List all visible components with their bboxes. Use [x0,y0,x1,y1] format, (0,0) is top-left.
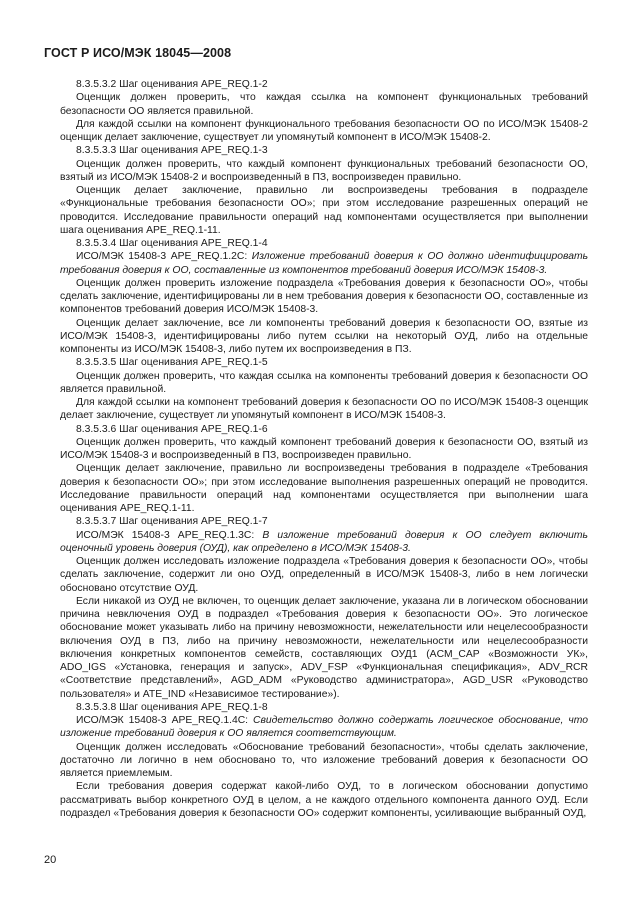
paragraph: Оценщик должен исследовать «Обоснование требований безопасности», чтобы сделать заключение, достаточно ли логично в нем обосновано то, что изложение требований доверия к безопасности ОО является приемлемым. [60,741,588,779]
paragraph: 8.3.5.3.8 Шаг оценивания APE_REQ.1-8 [76,701,268,713]
paragraph [60,529,588,556]
paragraph: Оценщик должен проверить, что каждая ссылка на компонент функциональных требований безопасности ОО является правильной. [60,92,588,117]
paragraph: Если никакой из ОУД не включен, то оценщик делает заключение, указана ли в логическом обосновании причина невключения ОУД в подраздел «Требования доверия к безопасности ОО». Это логическое обоснование может указывать либо на причину невозможности, нежелательности или нецелесообразности включения ОУД в ПЗ, либо на причину невозможности, нежелательности или нецелесообразности включения конкретных компонентов семейств, составляющих ОУД1 (ACM_CAP «Возможности УК», ADO_IGS «Установка, генерация и запуск», ADV_FSP «Функциональная спецификация», ADV_RCR «Соответствие представлений», AGD_ADM «Руководство администратора», AGD_USR «Руководство пользователя» и ATE_IND «Независимое тестирование»). [60,595,588,700]
paragraph: Оценщик должен проверить, что каждая ссылка на компоненты требований доверия к безопасности ОО является правильной. [60,370,588,395]
paragraph: 8.3.5.3.3 Шаг оценивания APE_REQ.1-3 [76,145,268,157]
paragraph [60,714,588,741]
requirement-quote: Свидетельство должно содержать логическое обоснование, что изложение требований доверия к ОО является соответствующим. [60,715,589,740]
paragraph: Оценщик должен проверить, что каждый компонент функциональных требований безопасности ОО, взятый из ИСО/МЭК 15408-2 и воспроизведенный в ПЗ, воспроизведен правильно. [60,158,588,183]
document-body [60,78,588,820]
paragraph: 8.3.5.3.7 Шаг оценивания APE_REQ.1-7 [76,516,268,528]
paragraph: 8.3.5.3.5 Шаг оценивания APE_REQ.1-5 [76,357,268,369]
paragraph: Для каждой ссылки на компонент функционального требования безопасности ОО по ИСО/МЭК 15408-2 оценщик делает заключение, существует ли упомянутый компонент в ИСО/МЭК 15408-2. [60,118,588,143]
paragraph: Для каждой ссылки на компонент требований доверия к безопасности ОО по ИСО/МЭК 15408-3 оценщик делает заключение, существует ли упомянутый компонент в ИСО/МЭК 15408-3. [60,397,588,422]
requirement-quote: Изложение требований доверия к ОО должно идентифицировать требования доверия к ОО, составленные из компонентов требований доверия ИСО/МЭК 15408-3. [60,251,589,276]
standard-reference: ИСО/МЭК 15408-3 APE_REQ.1.4C: [76,715,254,726]
paragraph: Оценщик делает заключение, правильно ли воспроизведены требования в подразделе «Функциональные требования безопасности ОО»; при этом исследование разрешенных операций не проводится. Исследование правильности операций над компонентами осуществляется при выполнении шага оценивания APE_REQ.1-11. [60,185,588,236]
page-header-title: ГОСТ Р ИСО/МЭК 18045—2008 [44,46,232,60]
standard-reference: ИСО/МЭК 15408-3 APE_REQ.1.2C: [76,251,252,263]
paragraph: Оценщик должен проверить, что каждый компонент требований доверия к безопасности ОО, взятый из ИСО/МЭК 15408-3 и воспроизведенный в ПЗ, воспроизведен правильно. [60,436,588,461]
paragraph: Оценщик должен проверить изложение подраздела «Требования доверия к безопасности ОО», чтобы сделать заключение, идентифицированы ли в нем требования доверия к безопасности ОО, составленные из компонентов требований доверия ИСО/МЭК 15408-3. [60,277,588,316]
page-number: 20 [44,854,57,866]
paragraph: Оценщик делает заключение, правильно ли воспроизведены требования в подразделе «Требования доверия к безопасности ОО»; при этом исследование выполнения разрешенных операций не проводится. Исследование правильности операций над компонентами осуществляется при выполнении шага оценивания APE_REQ.1-11. [60,463,588,514]
paragraph: Если требования доверия содержат какой-либо ОУД, то в логическом обосновании допустимо рассматривать выбор конкретного ОУД в целом, а не каждого отдельного компонента данного ОУД. Если подраздел «Требования доверия к безопасности ОО» содержит компоненты, усиливающие выбранный ОУД, [60,781,588,819]
requirement-quote: В изложение требований доверия к ОО следует включить оценочный уровень доверия (ОУД), как определено в ИСО/МЭК 15408-3. [60,529,588,554]
paragraph [60,250,588,277]
paragraph: Оценщик делает заключение, все ли компоненты требований доверия к безопасности ОО, взятые из ИСО/МЭК 15408-3, идентифицированы либо путем ссылки на некоторый ОУД, либо на отдельные компоненты из ИСО/МЭК 15408-3, либо путем их воспроизведения в ПЗ. [60,317,588,355]
paragraph: 8.3.5.3.2 Шаг оценивания APE_REQ.1-2 [76,79,268,90]
paragraph: 8.3.5.3.6 Шаг оценивания APE_REQ.1-6 [76,423,268,435]
paragraph: Оценщик должен исследовать изложение подраздела «Требования доверия к безопасности ОО», чтобы сделать заключение, содержит ли оно ОУД, определенный в ИСО/МЭК 15408-3, либо в нем логически обосновано отсутствие ОУД. [60,556,588,594]
standard-reference: ИСО/МЭК 15408-3 APE_REQ.1.3C: [76,529,263,541]
paragraph: 8.3.5.3.4 Шаг оценивания APE_REQ.1-4 [76,238,268,249]
